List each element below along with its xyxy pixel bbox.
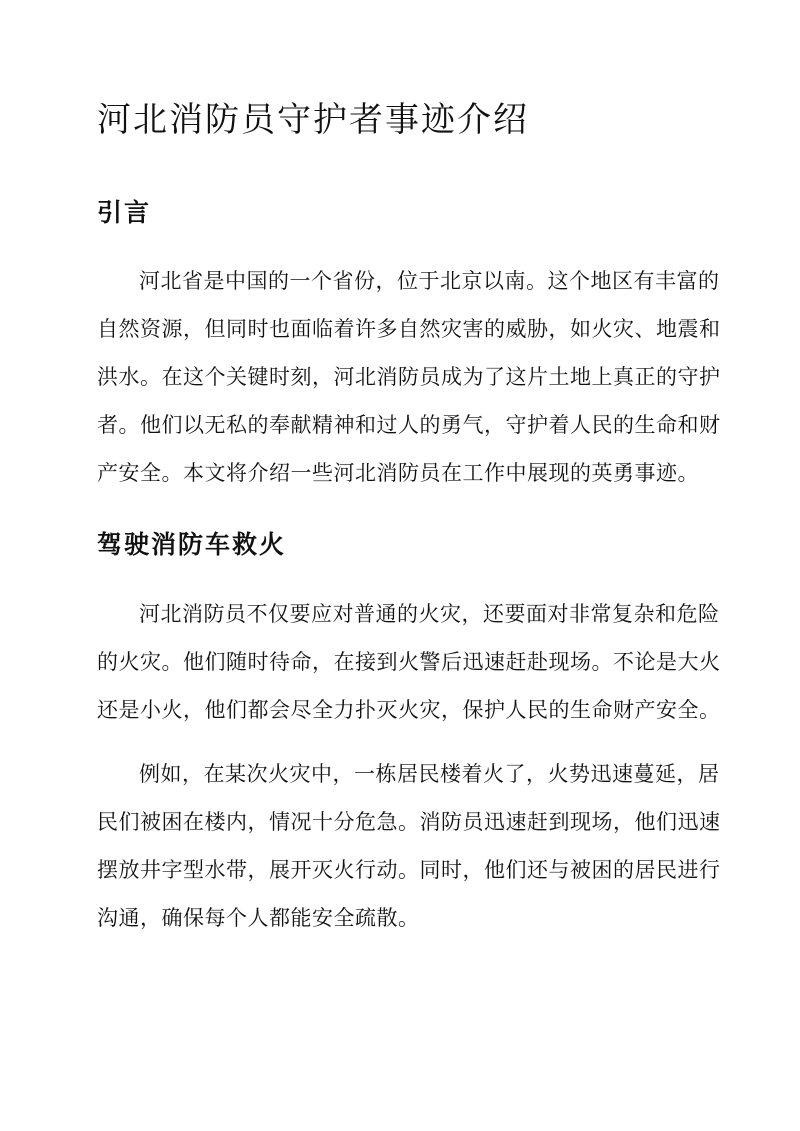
paragraph-line: 摆放井字型水带，展开灭火行动。同时，他们还与被困的居民进行 bbox=[97, 858, 721, 882]
paragraph-line: 民们被困在楼内，情况十分危急。消防员迅速赶到现场，他们迅速 bbox=[97, 810, 721, 834]
paragraph-line: 还是小火，他们都会尽全力扑灭火灾，保护人民的生命财产安全。 bbox=[97, 698, 721, 722]
paragraph-line: 河北省是中国的一个省份，位于北京以南。这个地区有丰富的 bbox=[139, 269, 720, 293]
section-heading-introduction: 引言 bbox=[97, 198, 152, 227]
paragraph-introduction bbox=[97, 257, 721, 497]
document-title: 河北消防员守护者事迹介绍 bbox=[97, 100, 529, 140]
paragraph-line: 者。他们以无私的奉献精神和过人的勇气，守护着人民的生命和财 bbox=[97, 413, 721, 437]
paragraph-line: 自然资源，但同时也面临着许多自然灾害的威胁，如火灾、地震和 bbox=[97, 317, 721, 341]
paragraph-line: 的火灾。他们随时待命，在接到火警后迅速赶赴现场。不论是大火 bbox=[97, 650, 721, 674]
paragraph-firefighting-2 bbox=[97, 750, 721, 942]
paragraph-firefighting-1 bbox=[97, 590, 721, 734]
paragraph-line: 产安全。本文将介绍一些河北消防员在工作中展现的英勇事迹。 bbox=[97, 461, 699, 485]
paragraph-line: 河北消防员不仅要应对普通的火灾，还要面对非常复杂和危险 bbox=[139, 602, 720, 626]
paragraph-line: 例如，在某次火灾中，一栋居民楼着火了，火势迅速蔓延，居 bbox=[139, 762, 720, 786]
section-heading-firefighting: 驾驶消防车救火 bbox=[97, 530, 287, 559]
paragraph-line: 洪水。在这个关键时刻，河北消防员成为了这片土地上真正的守护 bbox=[97, 365, 721, 389]
paragraph-line: 沟通，确保每个人都能安全疏散。 bbox=[97, 906, 420, 930]
